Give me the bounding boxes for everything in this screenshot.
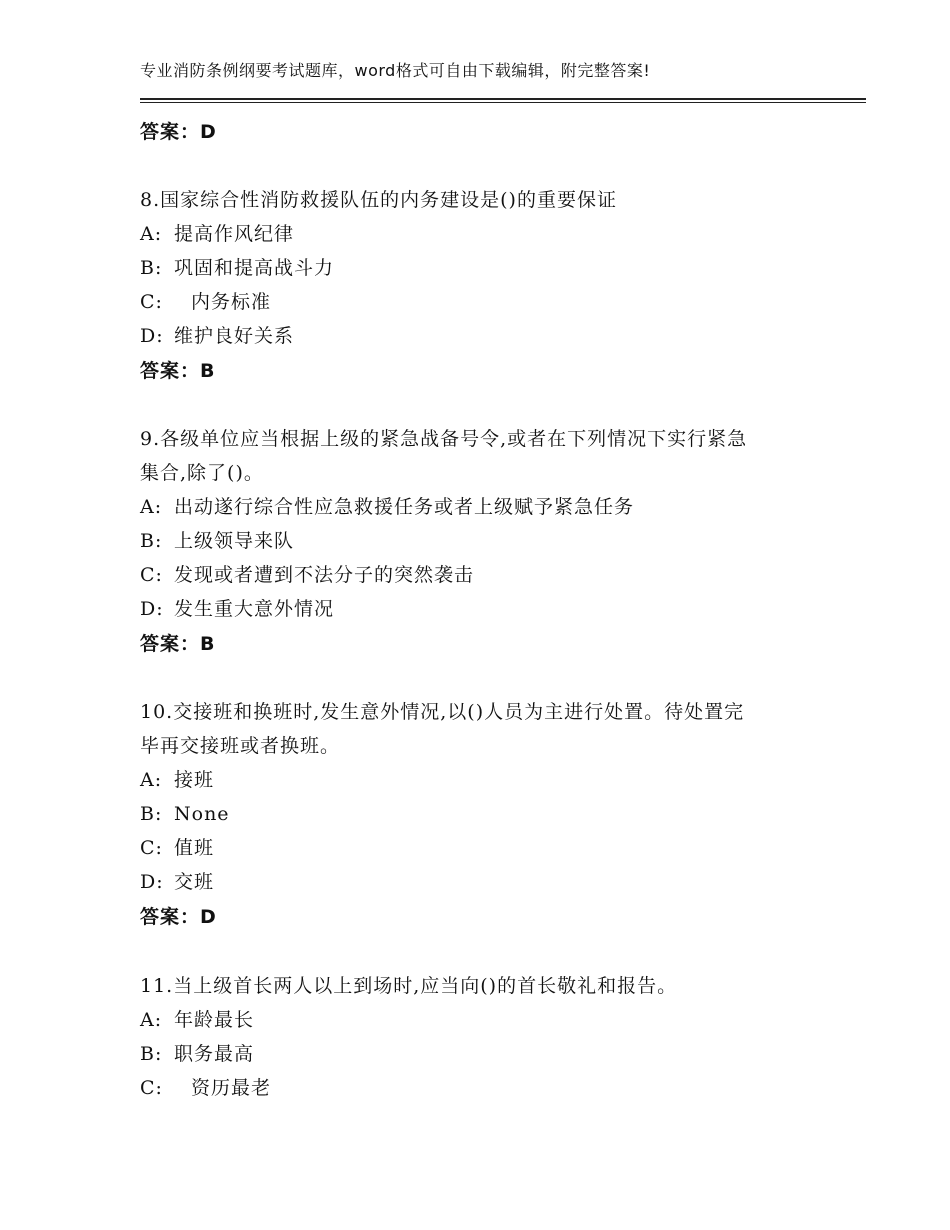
previous-answer: 答案：D — [140, 121, 217, 143]
option-b: B: None — [140, 803, 230, 825]
question-stem-cont: 毕再交接班或者换班。 — [140, 735, 341, 757]
answer: 答案：B — [140, 360, 216, 382]
header-rule-thin — [140, 102, 866, 103]
question-stem: 10.交接班和换班时,发生意外情况,以()人员为主进行处置。待处置完 — [140, 701, 745, 723]
option-a: A: 出动遂行综合性应急救援任务或者上级赋予紧急任务 — [140, 496, 635, 518]
option-b: B: 职务最高 — [140, 1043, 255, 1065]
option-b: B: 上级领导来队 — [140, 530, 295, 552]
option-a: A: 接班 — [140, 769, 215, 791]
option-b: B: 巩固和提高战斗力 — [140, 257, 335, 279]
question-stem: 9.各级单位应当根据上级的紧急战备号令,或者在下列情况下实行紧急 — [140, 428, 748, 450]
option-d: D: 维护良好关系 — [140, 325, 295, 347]
option-a: A: 年龄最长 — [140, 1009, 255, 1031]
question-stem: 11.当上级首长两人以上到场时,应当向()的首长敬礼和报告。 — [140, 975, 678, 997]
option-d: D: 交班 — [140, 871, 215, 893]
option-a: A: 提高作风纪律 — [140, 223, 295, 245]
header-rule-thick — [140, 98, 866, 100]
option-c: C: 值班 — [140, 837, 215, 859]
question-stem-cont: 集合,除了()。 — [140, 462, 264, 484]
page-header: 专业消防条例纲要考试题库，word格式可自由下载编辑，附完整答案! — [140, 61, 651, 80]
option-c: C: 发现或者遭到不法分子的突然袭击 — [140, 564, 475, 586]
option-c: C: 内务标准 — [140, 291, 272, 313]
option-d: D: 发生重大意外情况 — [140, 598, 335, 620]
answer: 答案：D — [140, 906, 217, 928]
question-stem: 8.国家综合性消防救援队伍的内务建设是()的重要保证 — [140, 189, 617, 211]
option-c: C: 资历最老 — [140, 1077, 272, 1099]
answer: 答案：B — [140, 633, 216, 655]
